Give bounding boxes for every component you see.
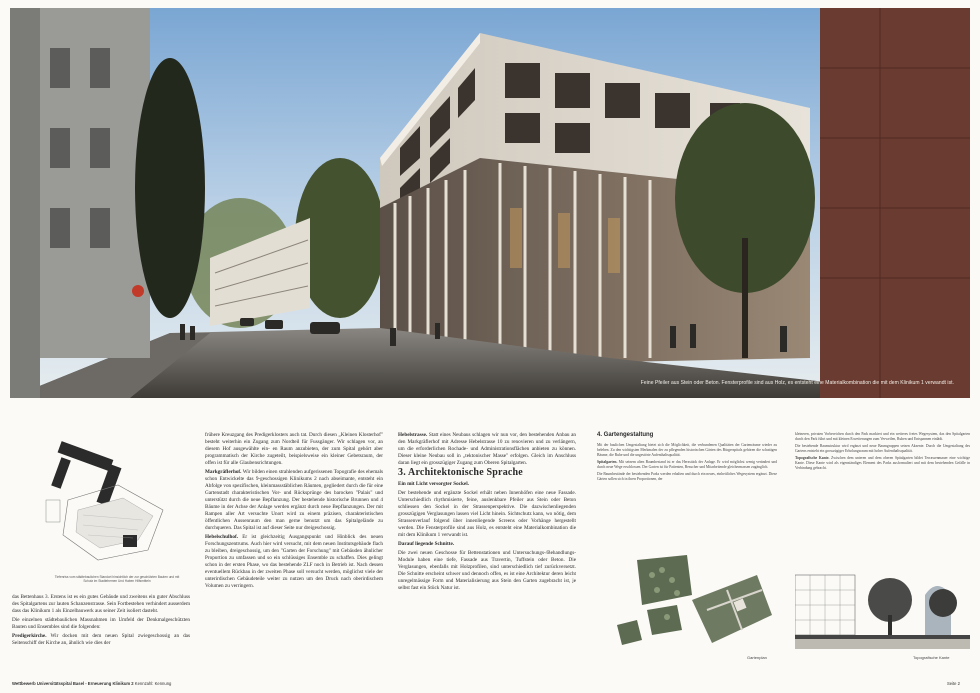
subheading: Topografische Kante. (795, 456, 830, 460)
paragraph: Die Baumbestände der bestehenden Parks werden erhalten und durch ein neues, einheitliches Wegesystem ergänzt. Diese Gärten sollen sich in ihren Proportionen, der (597, 472, 777, 481)
paragraph: kleineren, privaten Vorbereichen durch den Park markiert und ein weiteres freies Wegesystem, das den Spitalgarten durch den Park führt und mit kleinen Erweiterungen zum Verweilen, Ruhen und Entspannen einlädt. (795, 432, 970, 441)
text-column-5 (795, 432, 970, 473)
paragraph (795, 456, 970, 471)
small-text-block (597, 443, 777, 482)
paragraph (205, 534, 383, 590)
garden-plan-label: Gartenplan (747, 655, 767, 660)
text-column-1 (12, 594, 190, 649)
paragraph (12, 633, 190, 647)
section-drawing (795, 555, 970, 665)
section-heading: 4. Gartengestaltung (597, 432, 654, 438)
section-heading: 3. Architektonische Sprache (398, 467, 523, 478)
paragraph: Die bestehende Baumstruktur wird ergänzt und neue Baumgruppen setzen Akzente. Durch die Umgestaltung des Gartens entsteht ein grosszügiger Erholungsraum mit hoher Aufenthaltsqualität. (795, 444, 970, 453)
subheading: Spitalgarten. (597, 460, 618, 464)
footer-code: Kennzahl: Kennung (134, 681, 172, 686)
footer-title: Wettbewerb Universitätsspital Basel - Erneuerung Klinikum 2 (12, 681, 134, 686)
small-text-block (795, 432, 970, 471)
footer-competition-title (12, 681, 171, 686)
subheading: Predigerkirche. (12, 633, 47, 639)
subheading: Hebelschulhof. (205, 534, 239, 540)
paragraph-text: Mit seinem alten Baumbestand ist er das Herzstück der Anlage. Er wird möglichst wenig verändert und durch neue Wege erschlossen. Der Garten ist für Patienten, Besucher und Mitarbeitende gleichermassen zugänglich. (597, 460, 777, 469)
subheading: Hebelstrasse. (398, 432, 428, 438)
rendering-caption: Feine Pfeiler aus Stein oder Beton. Fensterprofile sind aus Holz, es entsteht eine Materialkombination die mit dem Klinikum 1 verwandt ist. (640, 380, 954, 386)
paragraph (398, 432, 576, 467)
paragraph: Der bestehende und ergänzte Sockel erhält neben Innenhöfen eine neue Fassade. Unterschiedlich rhythmisierte, feine, auslenkbare Pfeiler aus Stein oder Beton schliessen den Sockel in der Strassenperspektive. Die dazwischenliegenden grosszügigen Verglasungen lassen viel Licht hinein. Sichtschutz kann, wo nötig, dem Strassenverlauf folgend über innenliegende Screens oder Vorhänge hergestellt werden. Die Fensterprofile sind aus Holz, es entsteht eine Materialkombination die mit dem Klinikum 1 verwandt ist. (398, 490, 576, 538)
section-label: Topografische Kante (913, 655, 950, 660)
text-column-2 (205, 432, 383, 592)
paragraph-text: Wir bilden einen strahlenden aufgerissenen Topografie des ehemals schon Entwickelte das 9-geschossigen Klinikums 2 nach abseimante, entsteht ein Abfolge von spezifischen, kleinmassstäblichen Räumen, gegliedert durch die für eine Gartenstadt charakteristischen Vor- und Rücksprünge des barocken "Palais" und unterstützt durch die neue Bepflanzung. Der bestehende historische Brunnen und 4 Bäume in der Achse der Anlage werden ergänzt durch neue Bepflanzungen. Der mit Rampen aller Art versuchte Unort wird zu einem präzisen, charakteristischen öffentlichen Aussenraum den man gerne benutzt um das Spitalgelände zu durchqueren. Das Spital ist auf dieser Seite nur dreigeschossig. (205, 469, 383, 531)
site-plan-caption: Tiefenriss vom städtebaulichen Standort hinsichtlich der zur geschützten Bauten und mit Schutz im Stadtehemen Und Haben Hilfsmitteln (54, 575, 180, 583)
text-column-3 (398, 432, 576, 594)
paragraph: das Bettenhaus 3. Erstens ist es ein gutes Gebäude und zweitens ein guter Abschluss des Spitalgartens zur lauten Schanzenstrasse. Sein Fortbestehen verhindert ausserdem dass das Klinikum 1 als Einzelbauwerk aus seiner Zeit isoliert dasteht. (12, 594, 190, 614)
paragraph: Die einzelnen städtebaulichen Massnahmen im Umfeld der Denkmalgeschützten Bauten und Ensembles sind die folgenden: (12, 617, 190, 630)
text-column-4 (597, 432, 777, 484)
subheading: Darauf liegende Schnitte. (398, 541, 455, 547)
paragraph: Die zwei neuen Geschosse für Bettenstationen und Untersuchungs-/Behandlungs-Module haben eine tiefe, Fassade aus Travertin, Tuffstein oder Beton. Die Verglasungen, ebenfalls mit Holzprofilen, sind unterschiedlich tief zurückversetzt. Die Schnitte erscheint schwer und dennoch offen, es ist eine Architektur deren leicht unregelmässige Form und Materialisierung aus Stein den Garten zugebracht ist, je selbst fast ein Stück Natur ist. (398, 550, 576, 591)
paragraph-text: Wir docken mit dem neuen Spital zwiegeschossig an das Seitenschiff der Kirche an, ähnlich wie dies der (12, 633, 191, 646)
paragraph (597, 460, 777, 470)
paragraph-text: Zwischen dem unteren und dem oberen Spitalgarten bildet Terrassenmauer eine wichtige Kante. Diese Kante wird als eigenständiges Element des Parks ausformuliert und mit dem bestehenden Gefälle in Verbindung gebracht. (795, 456, 970, 470)
subheading: Markgräflerhof. (205, 469, 242, 475)
architectural-rendering (10, 8, 970, 398)
rendering-illustration (10, 8, 970, 398)
subheading: Ein mit Licht versorgter Sockel. (398, 481, 469, 487)
footer-page-number: Seite 2 (946, 681, 960, 686)
site-plan (38, 440, 178, 570)
paragraph (205, 469, 383, 532)
paragraph-text: Statt eines Neubaus schlagen wir nun vor, den bestehenden Anbau an den Markgräflerhof mit Adresse Hebelstrasse 10 zu renovieren und zu verlängern, um die erforderlichen Rochade- und Administrationsflächen anbieten zu können. Dieser kleine Neubau soll in „tektonischer Masse" erfolgen. Gleich im Anschluss daran liegt ein grosszügiger Zugang zum Oberen Spitalgarten. (398, 432, 576, 466)
garden-plan (597, 555, 777, 665)
paragraph-text: Er ist gleichzeitig Ausgangspunkt und Hinblick des neuen Forschungszentrums. Auch hier wird versucht, mit dem neuen Institutsgebäude flach zu bleiben, dreigeschossig, um den "Garten der Forschung" mit Gebäuden ähnlicher Proportion zu umfassen und so ein schlüssiges Ensemble zu schaffen. Dies gelingt schon in der ersten Phase, wo das bestehende ZLF noch in Betrieb ist. Nach dessen eventuellem Rückbau in der zweiten Phase soll versucht werden, möglichst viele der unterirdischen Gebäudeteile weiter zu nutzen um den Druck nach oberirdischem Volumen zu verringern. (205, 534, 383, 589)
paragraph: frühere Kreuzgang des Predigerklosters auch tat. Durch diesen „Kleinen Klosterhof" besteht weiterhin ein Zugang zum Nordteil für Fussgänger. Wir schlagen vor, an diesem Hof ausgewählte ein- en Raum anzubieten, der zum Spital gehört aber programmatisch der Kirche zugeteilt, beispielsweise ein kleiner Gebetsraum, der offen ist für alle Glaubensrichtungen. (205, 432, 383, 466)
paragraph: Mit der baulichen Umgestaltung bietet sich die Möglichkeit, die verbundenen Qualitäten der Gartenräume wieder zu beleben. Zu den wichtigsten Merkmalen der zu pflegenden historischen Gärten des Bürgerspitals gehören die schattigen Bäume, die Ruhe und die ungestörte Aufenthaltsqualität. (597, 443, 777, 457)
